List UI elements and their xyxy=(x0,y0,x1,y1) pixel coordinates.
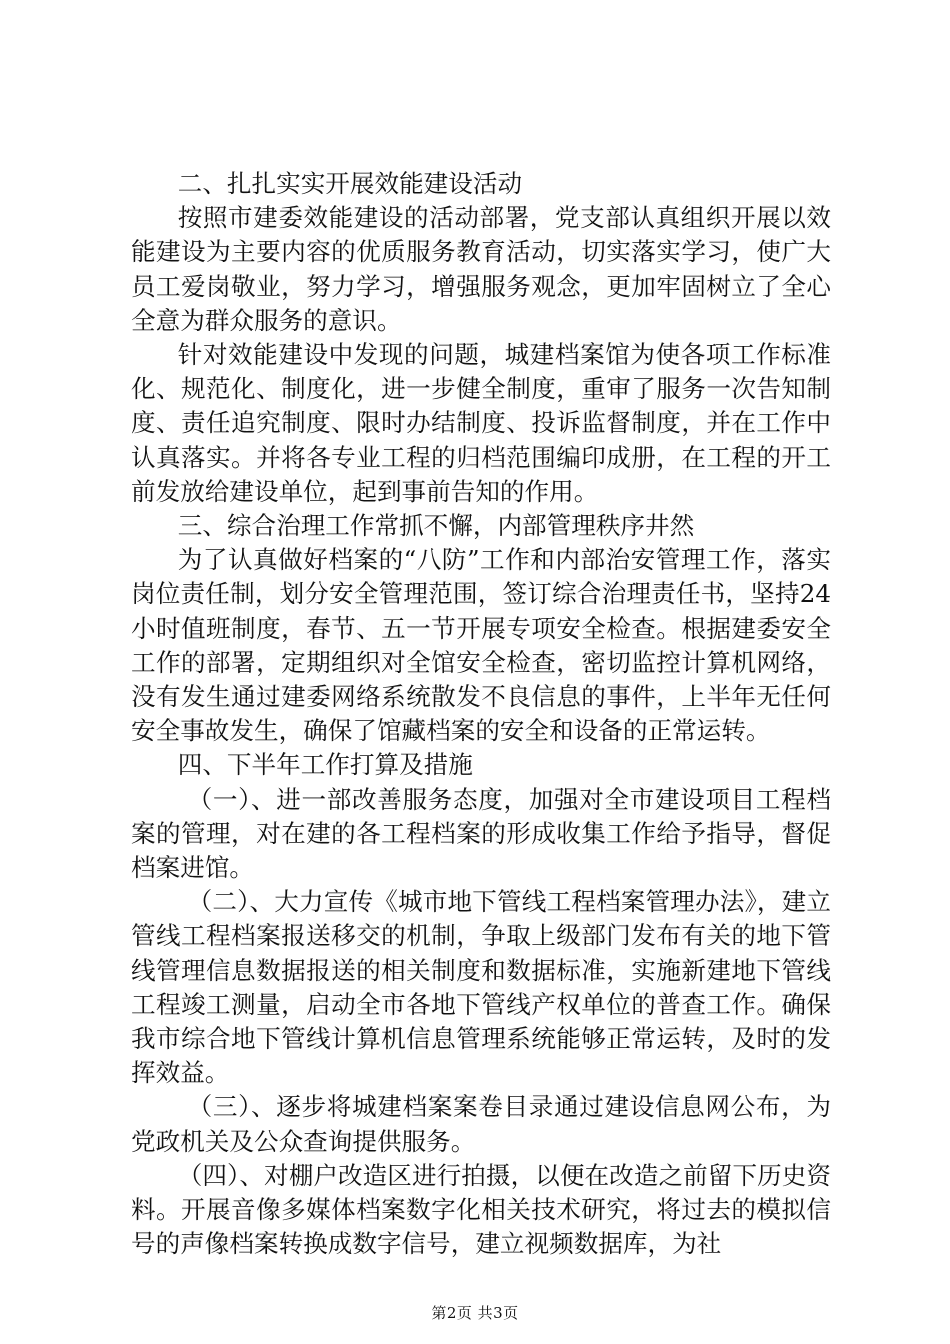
list-item-4: （四）、对棚户改造区进行拍摄，以便在改造之前留下历史资料。开展音像多媒体档案数字化相关技术研究，将过去的模拟信号的声像档案转换成数字信号，建立视频数据库，为社 xyxy=(131,1160,831,1259)
document-body xyxy=(131,167,831,1262)
paragraph: 针对效能建设中发现的问题，城建档案馆为使各项工作标准化、规范化、制度化，进一步健全制度，重审了服务一次告知制度、责任追究制度、限时办结制度、投诉监督制度，并在工作中认真落实。并将各专业工程的归档范围编印成册，在工程的开工前发放给建设单位，起到事前告知的作用。 xyxy=(131,340,831,506)
list-item-3: （三）、逐步将城建档案案卷目录通过建设信息网公布，为党政机关及公众查询提供服务。 xyxy=(131,1092,831,1156)
list-item-2: （二）、大力宣传《城市地下管线工程档案管理办法》，建立管线工程档案报送移交的机制，争取上级部门发布有关的地下管线管理信息数据报送的相关制度和数据标准，实施新建地下管线工程竣工测量，启动全市各地下管线产权单位的普查工作。确保我市综合地下管线计算机信息管理系统能够正常运转，及时的发挥效益。 xyxy=(131,887,831,1088)
section-heading-2: 二、扎扎实实开展效能建设活动 xyxy=(177,169,523,198)
list-item-1: （一）、进一部改善服务态度，加强对全市建设项目工程档案的管理，对在建的各工程档案的形成收集工作给予指导，督促档案进馆。 xyxy=(131,784,831,883)
page-footer: 第2页 共3页 xyxy=(431,1304,519,1322)
section-heading-3: 三、综合治理工作常抓不懈，内部管理秩序井然 xyxy=(177,511,695,541)
section-heading-4: 四、下半年工作打算及措施 xyxy=(177,750,473,780)
paragraph: 按照市建委效能建设的活动部署，党支部认真组织开展以效能建设为主要内容的优质服务教育活动，切实落实学习，使广大员工爱岗敬业，努力学习，增强服务观念，更加牢固树立了全心全意为群众服务的意识。 xyxy=(131,203,831,335)
paragraph: 为了认真做好档案的“八防”工作和内部治安管理工作，落实岗位责任制，划分安全管理范围，签订综合治理责任书，坚持24小时值班制度，春节、五一节开展专项安全检查。根据建委安全工作的部署，定期组织对全馆安全检查，密切监控计算机网络，没有发生通过建委网络系统散发不良信息的事件，上半年无任何安全事故发生，确保了馆藏档案的安全和设备的正常运转。 xyxy=(131,545,831,746)
